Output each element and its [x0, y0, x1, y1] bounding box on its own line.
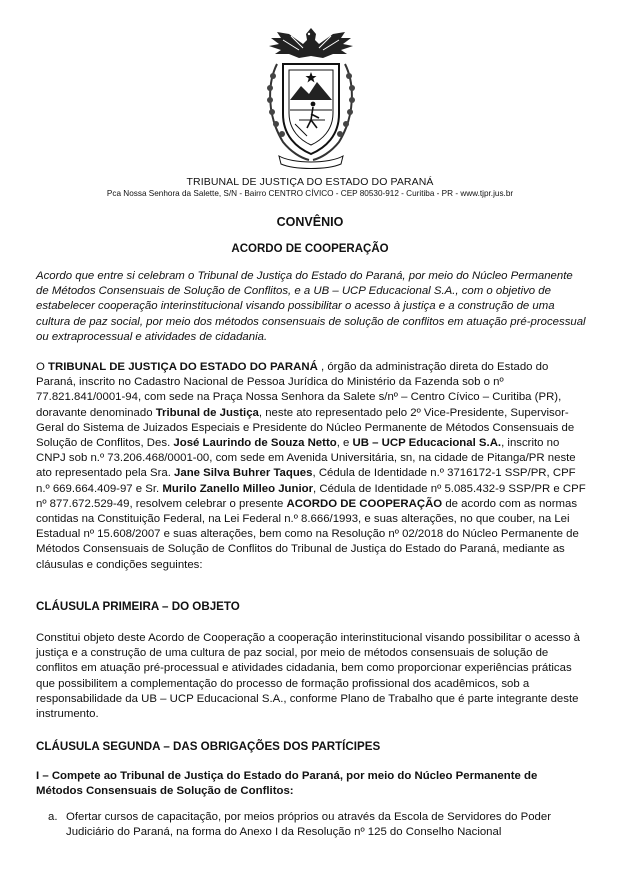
parties-text-5: , inscrito no CNPJ sob n.º 73.206.468/0001-00, com sede em Avenida Universitária, sn, na cidade de Pitanga/PR neste ato representado pela Sra.: [36, 437, 576, 480]
parties-text-4: , e: [336, 437, 353, 450]
clause-2-heading: CLÁUSULA SEGUNDA – DAS OBRIGAÇÕES DOS PARTÍCIPES: [36, 740, 381, 753]
list-item: [36, 810, 586, 842]
list-item-text: Ofertar cursos de capacitação, por meios próprios ou através da Escola de Servidores do Poder Judiciário do Paraná, na forma do Anexo I da Resolução nº 125 do Conselho Nacional: [66, 811, 551, 839]
parties-text-2: , órgão da administração direta do Estado do Paraná, inscrito no Cadastro Nacional de Pessoa Jurídica do Ministério da Fazenda sob o nº 77.821.841/0001-94, com sede na Praça Nossa Senhora da Salete s/nº – Centro Cívico – Curitiba (PR), doravante denominado: [36, 361, 562, 419]
parties-text-8: de acordo com as normas contidas na Constituição Federal, na Lei Federal n.º 8.666/1993, e suas alterações, no que couber, na Lei Estadual nº 15.608/2007 e suas alterações, bem como na Resolução nº 02/2018 do Núcleo Permanente de Métodos Consensuais de Solução de Conflitos do Tribunal de Justiça do Estado do Paraná, mediante as cláusulas e condições seguintes:: [36, 497, 579, 571]
header-institution: TRIBUNAL DE JUSTIÇA DO ESTADO DO PARANÁ: [186, 176, 434, 188]
desembargador-name: José Laurindo de Souza Netto: [173, 437, 337, 450]
header-address: Pca Nossa Senhora da Salette, S/N - Bairro CENTRO CÍVICO - CEP 80530-912 - Curitiba - PR - www.tjpr.jus.br: [106, 189, 514, 198]
document-title: CONVÊNIO: [276, 215, 344, 229]
parties-text-1: O: [36, 361, 49, 373]
list-item-marker: a.: [48, 811, 58, 823]
parties-text-7: , Cédula de Identidade nº 5.085.432-9 SSP/PR e CPF nº 877.672.529-49, resolvem celebrar o presente: [36, 482, 586, 510]
parties-text-3: , neste ato representado pelo 2º Vice-Presidente, Supervisor-Geral do Sistema de Juizados Especiais e Presidente do Núcleo Permanente de Métodos Consensuais de Solução de Conflitos, Des.: [36, 406, 575, 450]
preamble-paragraph: Acordo que entre si celebram o Tribunal de Justiça do Estado do Paraná, por meio do Núcleo Permanente de Métodos Consensuais de Solução de Conflitos, e a UB – UCP Educacional S.A., com o objetivo de estabelecer cooperação interinstitucional visando possibilitar o acesso à justiça e a construção de uma cultura de paz social, por meio dos métodos consensuais de solução de conflitos em atuação pré-processual ou extraprocessual e atividades de cidadania.: [36, 270, 586, 343]
clause-1-body: Constitui objeto deste Acordo de Cooperação a cooperação interinstitucional visando possibilitar o acesso à justiça e a construção de uma cultura de paz social, por meio de métodos consensuais de solução de conflitos em atuação pré-processual e atividades cidadania, bem como proporcionar experiências práticas que possibilitem a complementação do processo de formação profissional dos acadêmicos, sob a responsabilidade da UB – UCP Educacional S.A., conforme Plano de Trabalho que é parte integrante deste instrumento.: [36, 632, 580, 721]
agreement-name: ACORDO DE COOPERAÇÃO: [286, 497, 443, 510]
parties-text-6: , Cédula de Identidade n.º 3716172-1 SSP/PR, CPF n.º 669.664.409-97 e Sr.: [36, 467, 576, 495]
ucp-name: UB – UCP Educacional S.A.: [352, 437, 502, 450]
parties-paragraph: [36, 360, 586, 573]
representative-1-name: Jane Silva Buhrer Taques: [174, 467, 313, 480]
tribunal-short-name: Tribunal de Justiça: [155, 406, 259, 419]
clause-1-heading: CLÁUSULA PRIMEIRA – DO OBJETO: [36, 600, 240, 613]
clause-2-subheading: I – Compete ao Tribunal de Justiça do Estado do Paraná, por meio do Núcleo Permanente de Métodos Consensuais de Solução de Conflitos:: [36, 770, 538, 798]
document-subtitle: ACORDO DE COOPERAÇÃO: [231, 243, 389, 255]
representative-2-name: Murilo Zanello Milleo Junior: [162, 482, 314, 495]
tribunal-name: TRIBUNAL DE JUSTIÇA DO ESTADO DO PARANÁ: [48, 361, 318, 373]
coat-of-arms-seal: [259, 24, 363, 174]
